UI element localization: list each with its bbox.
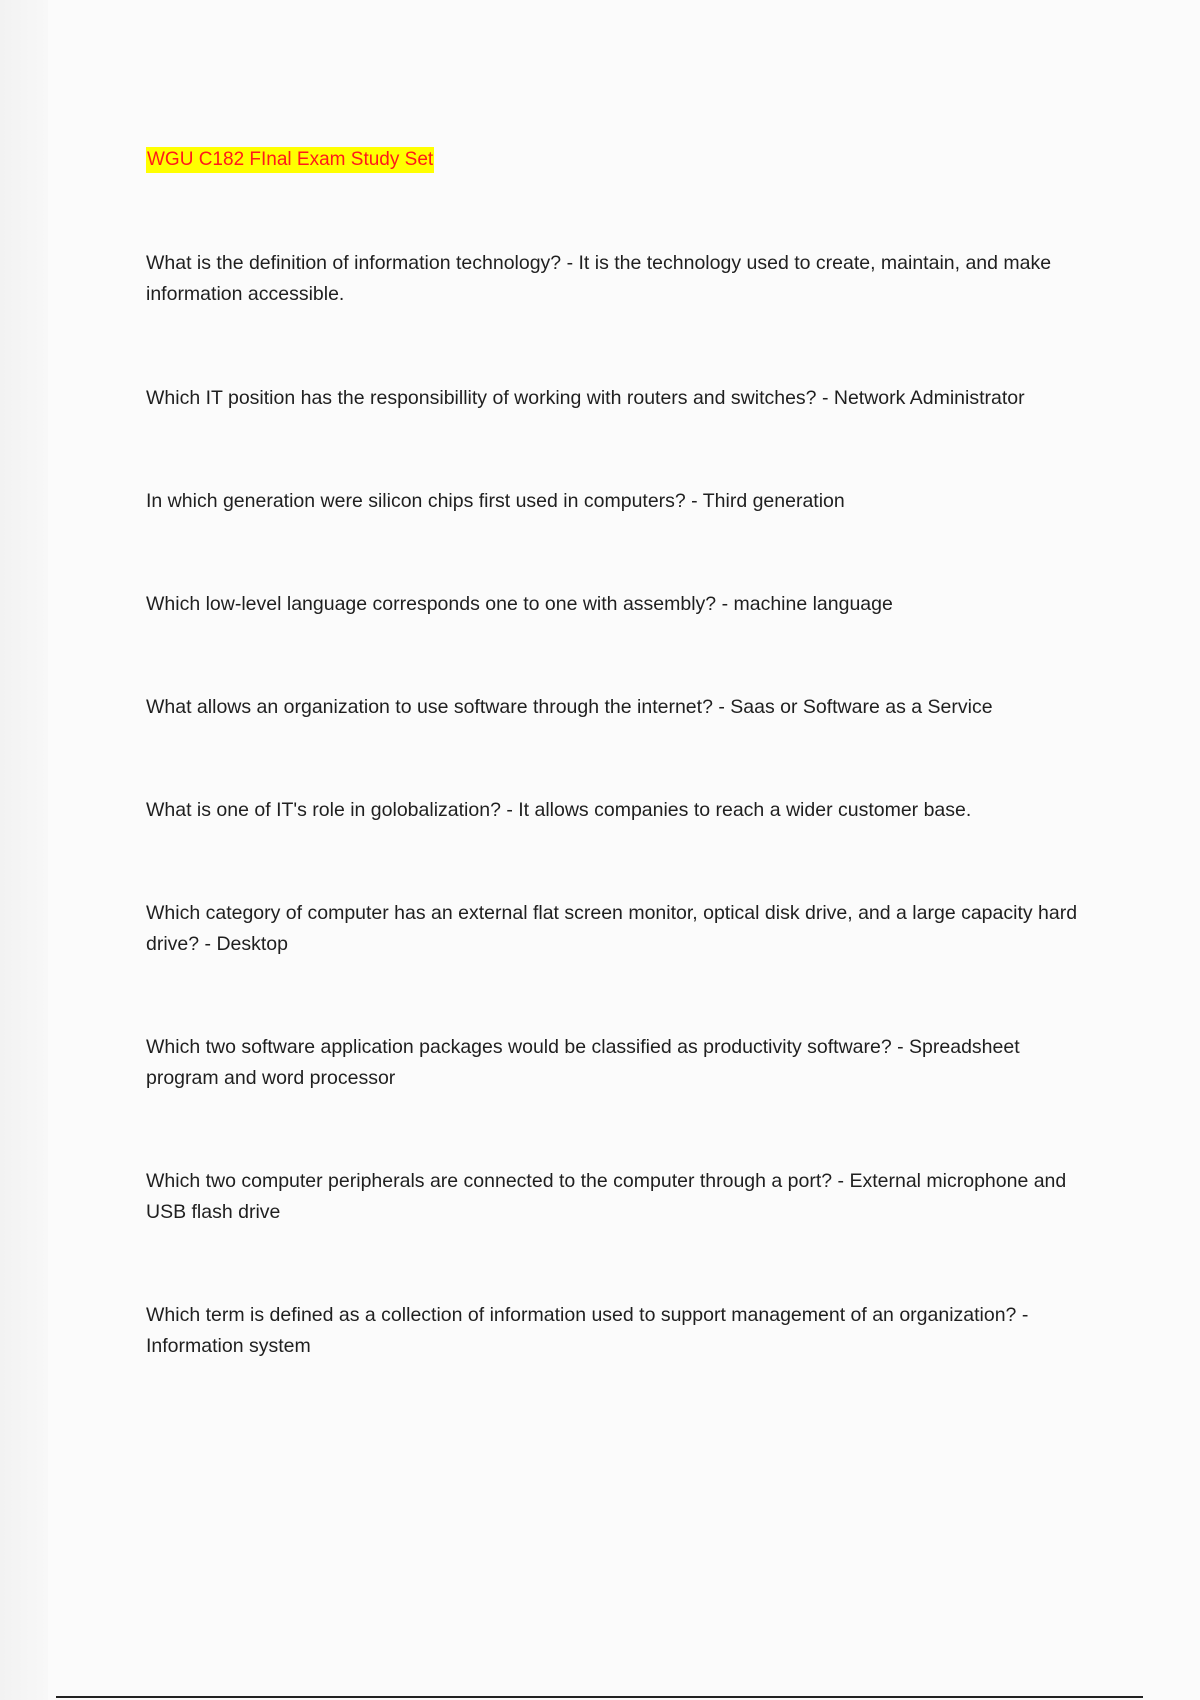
qa-item-7: Which category of computer has an external flat screen monitor, optical disk drive, and a large capacity hard drive? - Desktop [146,902,1078,955]
qa-item-10: Which term is defined as a collection of information used to support management of an organization? - Information system [146,1304,1029,1357]
qa-item-4: Which low-level language corresponds one to one with assembly? - machine language [146,593,893,615]
qa-item-3: In which generation were silicon chips first used in computers? - Third generation [146,490,845,512]
qa-item-6: What is one of IT's role in golobalization? - It allows companies to reach a wider customer base. [146,799,972,821]
bottom-divider [56,1696,1143,1698]
title-container [146,147,434,173]
page-shadow [0,0,48,1700]
qa-item-8: Which two software application packages would be classified as productivity software? - Spreadsheet program and word processor [146,1036,1020,1089]
qa-item-9: Which two computer peripherals are connected to the computer through a port? - External microphone and USB flash drive [146,1170,1067,1223]
qa-item-2: Which IT position has the responsibillity of working with routers and switches? - Network Administrator [146,387,1025,409]
qa-item-5: What allows an organization to use software through the internet? - Saas or Software as a Service [146,696,993,718]
document-title: WGU C182 FInal Exam Study Set [146,147,434,173]
qa-item-1: What is the definition of information technology? - It is the technology used to create, maintain, and make information accessible. [146,252,1052,305]
